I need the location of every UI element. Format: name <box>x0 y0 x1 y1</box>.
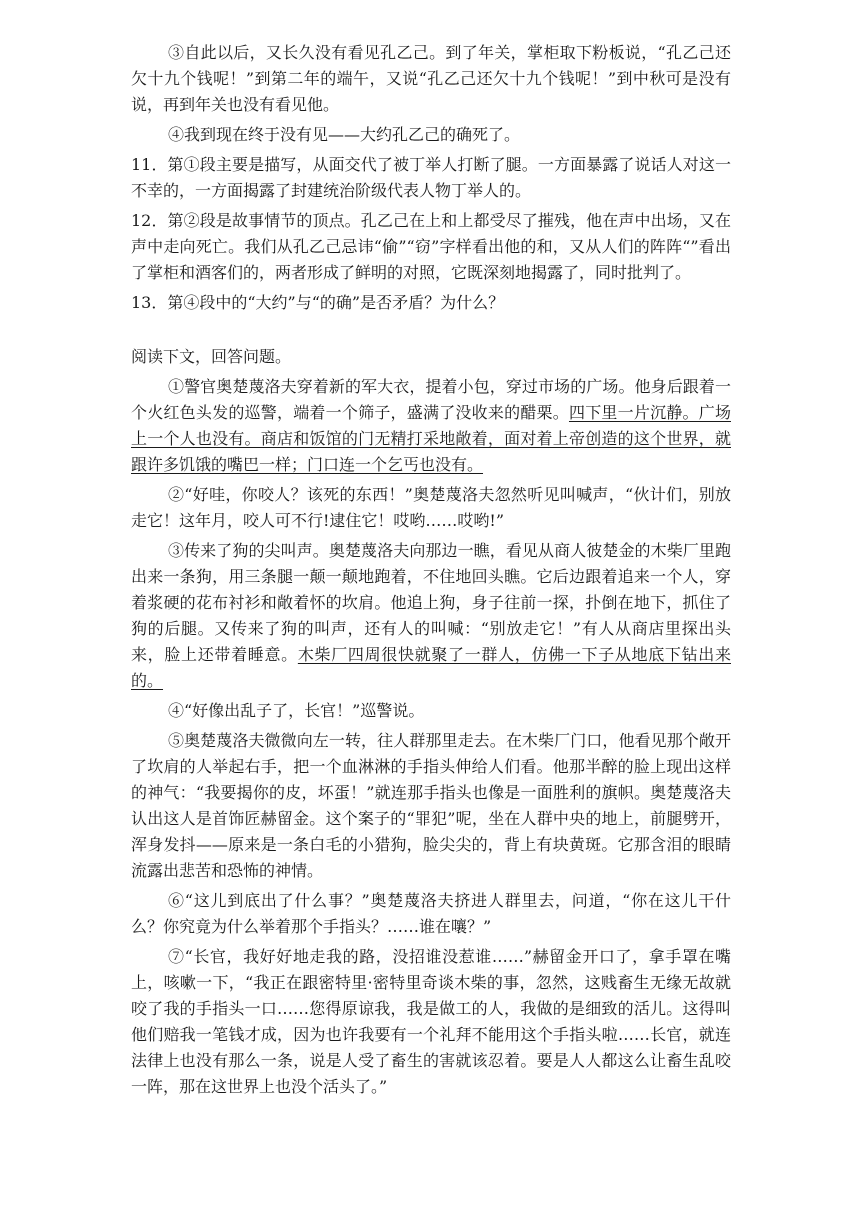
paragraph-3-text: ③传来了狗的尖叫声。奥楚蔑洛夫向那边一瞧，看见从商人彼楚金的木柴厂里跑出来一条狗，用三条腿一颠一颠地跑着，不住地回头瞧。它后边跟着追来一个人，穿着浆硬的花布衬衫和敞着怀的坎肩。他追上狗，身子往前一探，扑倒在地下，抓住了狗的后腿。又传来了狗的叫声，还有人的叫喊：“别放走它！”有人从商店里探出头来，脸上还带着睡意。 <box>131 541 731 664</box>
question-12: 12．第②段是故事情节的顶点。孔乙己在上和上都受尽了摧残，他在声中出场，又在声中走向死亡。我们从孔乙己忌讳“偷”“窃”字样看出他的和，又从人们的阵阵“”看出了掌柜和酒客们的，两者形成了鲜明的对照，它既深刻地揭露了，同时批判了。 <box>131 211 731 282</box>
passage2-paragraph-6: ⑥“这儿到底出了什么事？”奥楚蔑洛夫挤进人群里去，问道，“你在这儿干什么？你究竟为什么举着那个手指头？……谁在嚷？” <box>131 891 731 936</box>
question-13: 13．第④段中的“大约”与“的确”是否矛盾？为什么？ <box>131 293 505 312</box>
text-column <box>131 40 731 1104</box>
passage2-paragraph-7: ⑦“长官，我好好地走我的路，没招谁没惹谁……”赫留金开口了，拿手罩在嘴上，咳嗽一下，“我正在跟密特里·密特里奇谈木柴的事，忽然，这贱畜生无缘无故就咬了我的手指头一口……您得原谅我，我是做工的人，我做的是细致的活儿。这得叫他们赔我一笔钱才成，因为也许我要有一个礼拜不能用这个手指头啦……长官，就连法律上也没有那么一条，说是人受了畜生的害就该忍着。要是人人都这么让畜生乱咬一阵，那在这世界上也没个活头了。” <box>131 947 731 1096</box>
passage1-paragraph-4: ④我到现在终于没有见——大约孔乙己的确死了。 <box>168 125 521 144</box>
passage2-paragraph-1 <box>131 374 731 478</box>
reading-instruction: 阅读下文，回答问题。 <box>131 347 292 366</box>
section-gap <box>131 320 731 344</box>
passage2-paragraph-2: ②“好哇，你咬人？该死的东西！”奥楚蔑洛夫忽然听见叫喊声，“伙计们，别放走它！这年月，咬人可不行!逮住它！哎哟……哎哟!” <box>131 485 731 530</box>
paragraph-1-text: ①警官奥楚蔑洛夫穿着新的军大衣，提着小包，穿过市场的广场。他身后跟着一个火红色头发的巡警，端着一个筛子，盛满了没收来的醋栗。 <box>131 377 731 422</box>
passage2-paragraph-3 <box>131 538 731 694</box>
passage2-paragraph-4: ④“好像出乱子了，长官！”巡警说。 <box>168 701 425 720</box>
passage2-paragraph-5: ⑤奥楚蔑洛夫微微向左一转，往人群那里走去。在木柴厂门口，他看见那个敞开了坎肩的人举起右手，把一个血淋淋的手指头伸给人们看。他那半醉的脸上现出这样的神气：“我要揭你的皮，坏蛋！”就连那手指头也像是一面胜利的旗帜。奥楚蔑洛夫认出这人是首饰匠赫留金。这个案子的“罪犯”呢，坐在人群中央的地上，前腿劈开，浑身发抖——原来是一条白毛的小猎狗，脸尖尖的，背上有块黄斑。它那含泪的眼睛流露出悲苦和恐怖的神情。 <box>131 731 731 880</box>
question-11: 11．第①段主要是描写，从面交代了被丁举人打断了腿。一方面暴露了说话人对这一不幸的，一方面揭露了封建统治阶级代表人物丁举人的。 <box>131 155 731 200</box>
passage1-paragraph-3: ③自此以后，又长久没有看见孔乙己。到了年关，掌柜取下粉板说，“孔乙己还欠十九个钱呢！”到第二年的端午，又说“孔乙己还欠十九个钱呢！”到中秋可是没有说，再到年关也没有看见他。 <box>131 43 731 114</box>
underlined-sentence-1: 四下里一片沉静。广场上一个人也没有。商店和饭馆的门无精打采地敞着，面对着上帝创造的这个世界，就跟许多饥饿的嘴巴一样；门口连一个乞丐也没有。 <box>131 403 731 474</box>
underlined-sentence-2: 木柴厂四周很快就聚了一群人，仿佛一下子从地底下钻出来的。 <box>131 645 731 690</box>
